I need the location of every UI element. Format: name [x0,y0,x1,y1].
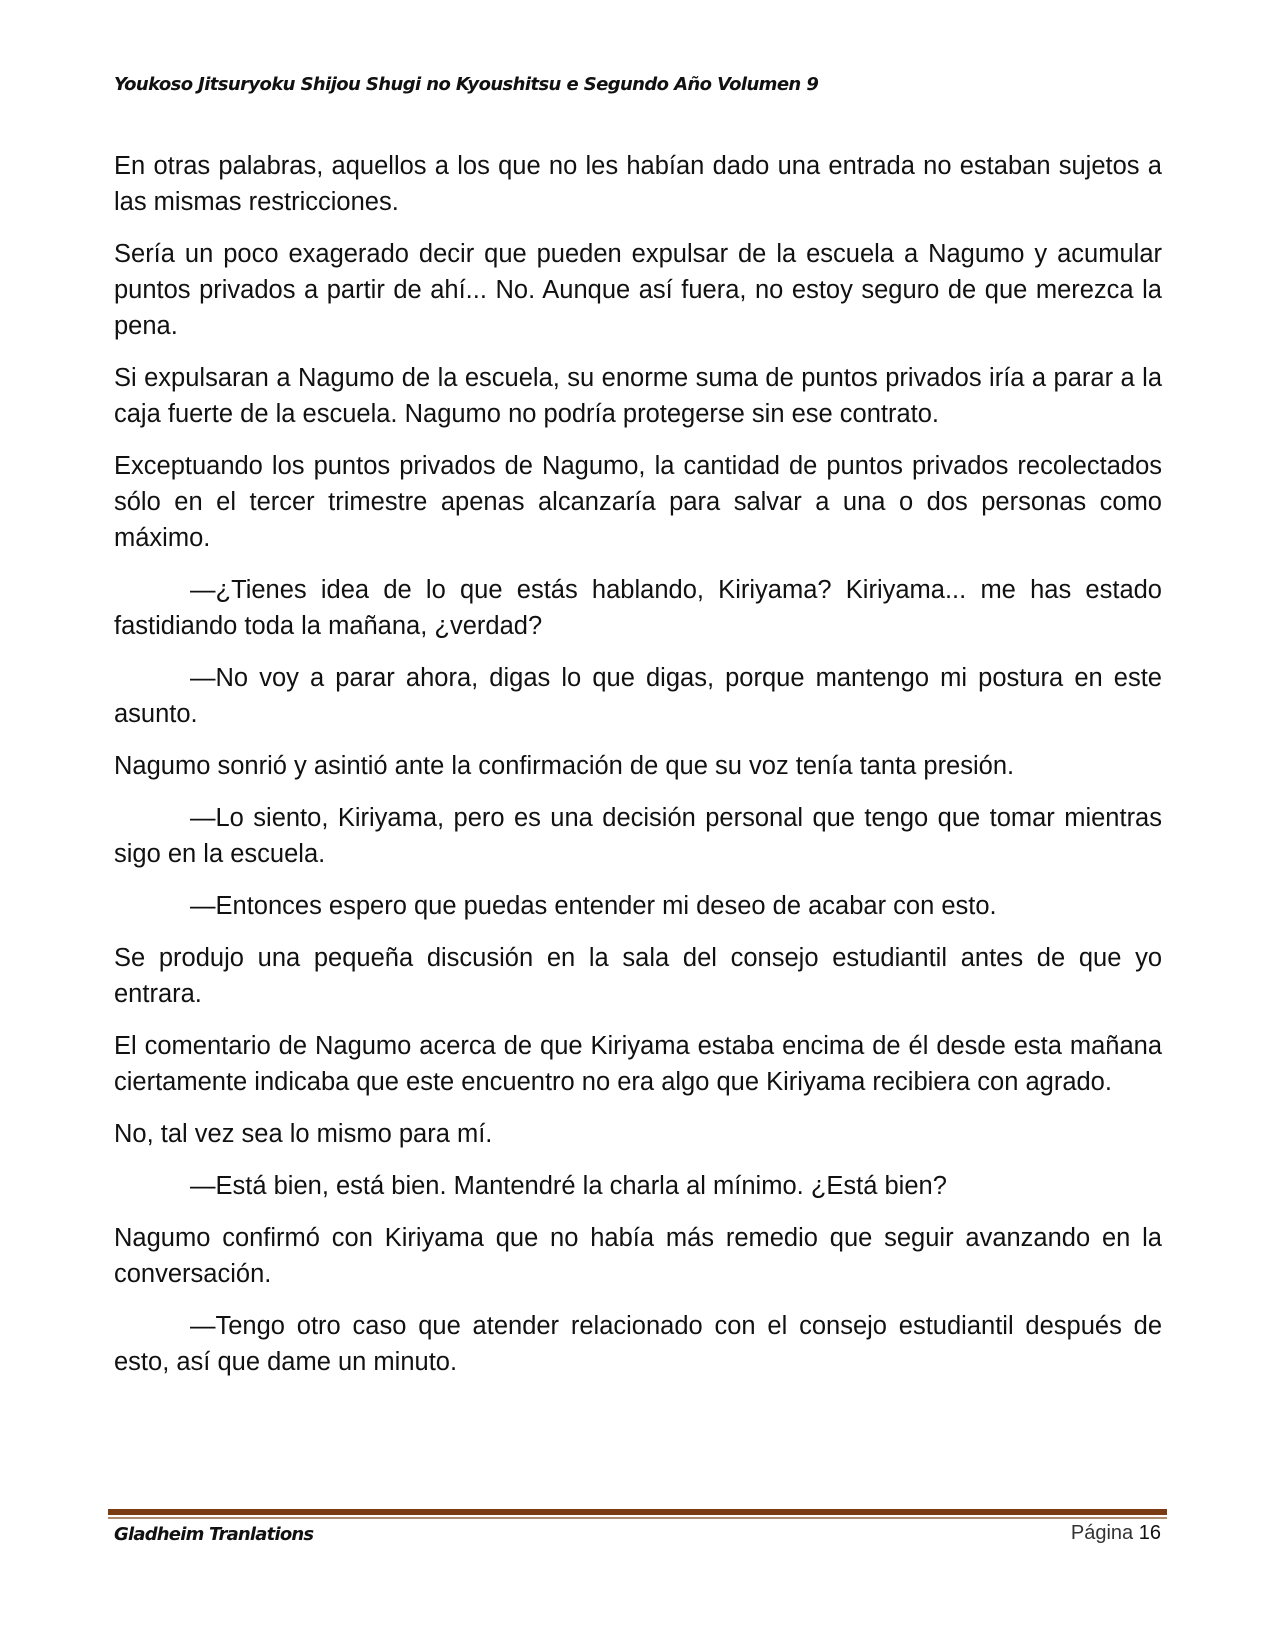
translator-credit: Gladheim Tranlations [114,1524,314,1545]
footer-divider-thick [108,1509,1167,1515]
dialog-paragraph: —¿Tienes idea de lo que estás hablando, Kiriyama? Kiriyama... me has estado fastidiando toda la mañana, ¿verdad? [114,576,1162,640]
footer-divider-thin [108,1517,1167,1519]
dialog-paragraph: —Lo siento, Kiriyama, pero es una decisión personal que tengo que tomar mientras sigo en la escuela. [114,804,1162,868]
running-header: Youkoso Jitsuryoku Shijou Shugi no Kyoushitsu e Segundo Año Volumen 9 [114,74,819,95]
body-text [114,148,1162,1396]
paragraph: Se produjo una pequeña discusión en la sala del consejo estudiantil antes de que yo entrara. [114,944,1162,1008]
paragraph: Nagumo sonrió y asintió ante la confirmación de que su voz tenía tanta presión. [114,752,1015,780]
paragraph: Si expulsaran a Nagumo de la escuela, su enorme suma de puntos privados iría a parar a la caja fuerte de la escuela. Nagumo no podría protegerse sin ese contrato. [114,364,1162,428]
paragraph: Nagumo confirmó con Kiriyama que no había más remedio que seguir avanzando en la conversación. [114,1224,1162,1288]
dialog-paragraph: —Tengo otro caso que atender relacionado con el consejo estudiantil después de esto, así que dame un minuto. [114,1312,1162,1376]
paragraph: Exceptuando los puntos privados de Nagumo, la cantidad de puntos privados recolectados sólo en el tercer trimestre apenas alcanzaría para salvar a una o dos personas como máximo. [114,452,1162,552]
paragraph: No, tal vez sea lo mismo para mí. [114,1120,493,1148]
dialog-paragraph: —Entonces espero que puedas entender mi deseo de acabar con esto. [190,892,997,920]
paragraph: En otras palabras, aquellos a los que no les habían dado una entrada no estaban sujetos a las mismas restricciones. [114,152,1162,216]
dialog-paragraph: —Está bien, está bien. Mantendré la charla al mínimo. ¿Está bien? [190,1172,947,1200]
paragraph: Sería un poco exagerado decir que pueden expulsar de la escuela a Nagumo y acumular puntos privados a partir de ahí... No. Aunque así fuera, no estoy seguro de que merezca la pena. [114,240,1162,340]
page-label: Página [1070,1522,1134,1544]
paragraph: El comentario de Nagumo acerca de que Kiriyama estaba encima de él desde esta mañana ciertamente indicaba que este encuentro no era algo que Kiriyama recibiera con agrado. [114,1032,1162,1096]
page-number: 16 [1138,1522,1161,1544]
page-number-label [1071,1522,1161,1545]
dialog-paragraph: —No voy a parar ahora, digas lo que digas, porque mantengo mi postura en este asunto. [114,664,1162,728]
